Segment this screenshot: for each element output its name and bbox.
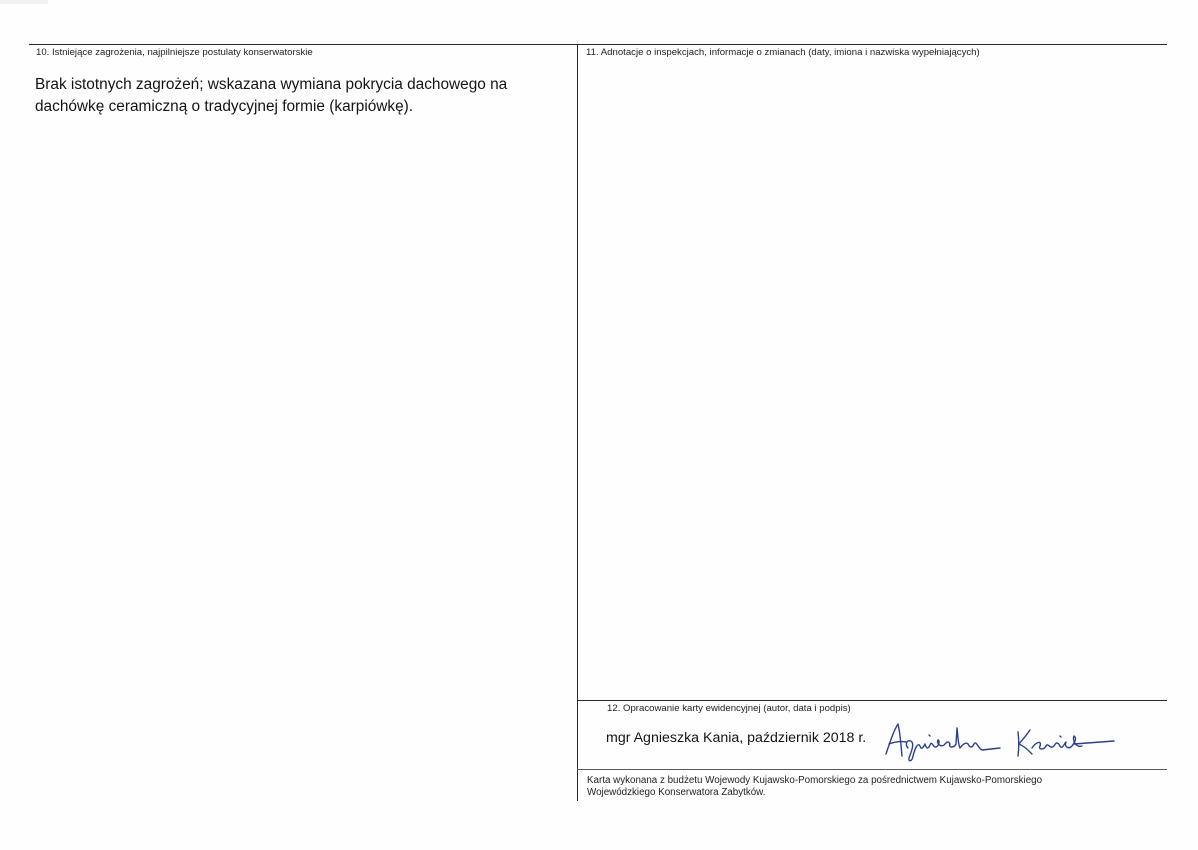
section-10-body-line-1: Brak istotnych zagrożeń; wskazana wymiana pokrycia dachowego na <box>35 76 508 93</box>
scan-artifact <box>0 0 48 4</box>
handwritten-signature <box>878 718 1118 766</box>
section-10-body-line-2: dachówkę ceramiczną o tradycyjnej formie (karpiówkę). <box>35 98 414 115</box>
section-10-body <box>35 74 555 118</box>
footer-rule <box>577 769 1167 770</box>
funding-note <box>587 775 1157 799</box>
funding-note-line-1: Karta wykonana z budżetu Wojewody Kujawsko-Pomorskiego za pośrednictwem Kujawsko-Pomorskiego <box>587 775 1043 786</box>
section-10-title: 10. Istniejące zagrożenia, najpilniejsze postulaty konserwatorskie <box>36 47 313 58</box>
column-divider <box>577 44 578 801</box>
section-11-title: 11. Adnotacje o inspekcjach, informacje o zmianach (daty, imiona i nazwiska wypełniających) <box>586 47 980 58</box>
section-12-title: 12. Opracowanie karty ewidencyjnej (autor, data i podpis) <box>607 703 851 714</box>
top-rule <box>29 44 1167 45</box>
author-date-line: mgr Agnieszka Kania, październik 2018 r. <box>606 730 867 746</box>
funding-note-line-2: Wojewódzkiego Konserwatora Zabytków. <box>587 787 766 798</box>
section-12-rule <box>577 700 1167 701</box>
